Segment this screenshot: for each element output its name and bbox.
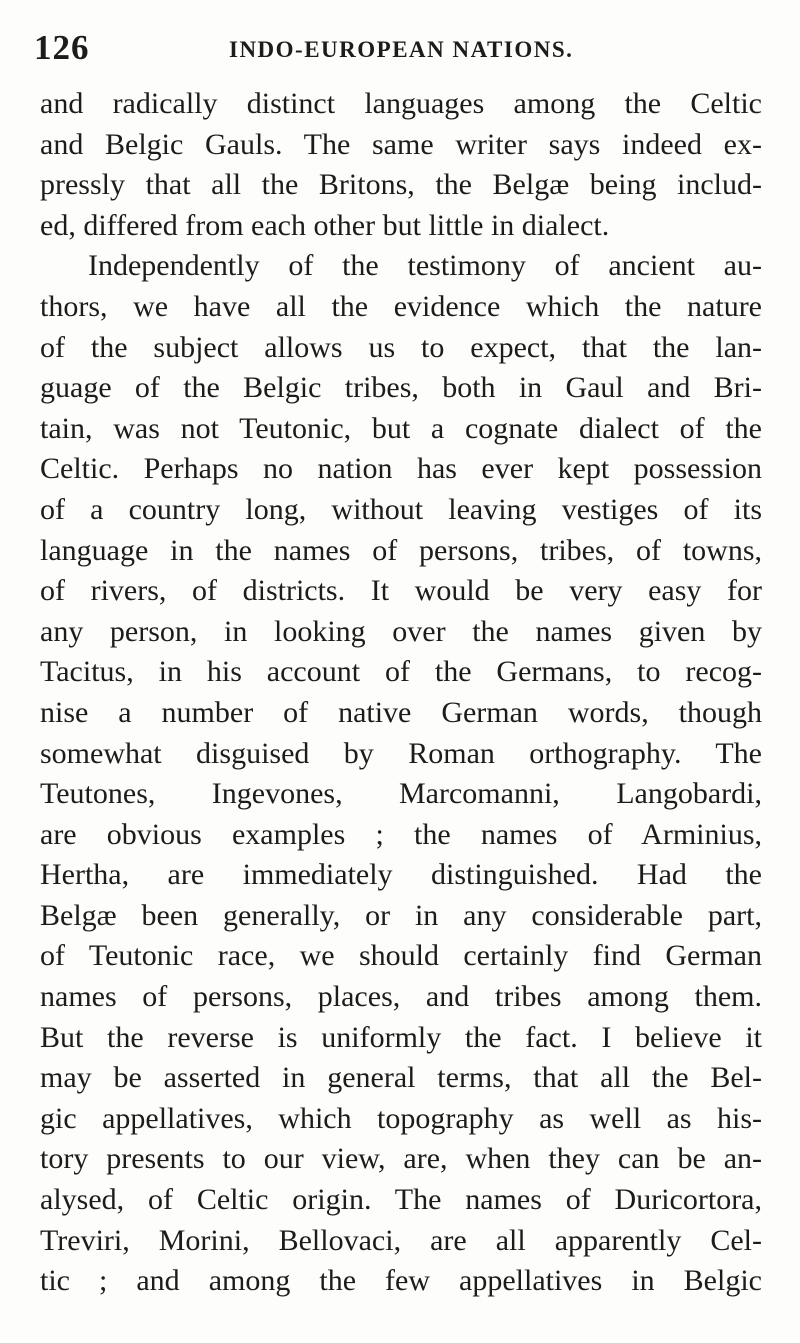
text-line: tory presents to our view, are, when they can be an-: [40, 1142, 762, 1176]
text-line: ed, differed from each other but little in dialect.: [40, 208, 610, 242]
text-line: of the subject allows us to expect, that the lan-: [40, 330, 762, 364]
text-line: But the reverse is uniformly the fact. I believe it: [40, 1020, 762, 1054]
text-line: of Teutonic race, we should certainly find German: [40, 939, 762, 973]
text-line: thors, we have all the evidence which the nature: [40, 289, 762, 323]
text-line: somewhat disguised by Roman orthography. The: [40, 736, 762, 770]
text-line: and Belgic Gauls. The same writer says indeed ex-: [40, 127, 762, 161]
text-line: Independently of the testimony of ancient au-: [88, 249, 762, 283]
text-line: may be asserted in general terms, that all the Bel-: [40, 1061, 762, 1095]
text-line: tain, was not Teutonic, but a cognate dialect of the: [40, 411, 762, 445]
text-line: and radically distinct languages among the Celtic: [40, 87, 762, 120]
text-line: nise a number of native German words, though: [40, 695, 762, 729]
body-text: [40, 84, 762, 1302]
text-line: Teutones, Ingevones, Marcomanni, Langobardi,: [40, 777, 762, 811]
text-line: Celtic. Perhaps no nation has ever kept possession: [40, 452, 762, 486]
text-line: are obvious examples ; the names of Arminius,: [40, 817, 762, 851]
page-number: 126: [34, 28, 90, 67]
text-line: of a country long, without leaving vestiges of its: [40, 492, 762, 526]
text-line: Treviri, Morini, Bellovaci, are all apparently Cel-: [40, 1223, 762, 1257]
text-line: language in the names of persons, tribes, of towns,: [40, 533, 762, 567]
text-line: Hertha, are immediately distinguished. Had the: [40, 858, 762, 892]
text-line: names of persons, places, and tribes among them.: [40, 980, 762, 1014]
running-title: INDO-EUROPEAN NATIONS.: [229, 37, 574, 62]
text-line: alysed, of Celtic origin. The names of Duricortora,: [40, 1183, 762, 1217]
text-line: Tacitus, in his account of the Germans, to recog-: [40, 655, 762, 689]
page-header: [34, 28, 774, 72]
text-line: tic ; and among the few appellatives in Belgic: [40, 1264, 762, 1298]
text-line: any person, in looking over the names given by: [40, 614, 762, 648]
text-line: guage of the Belgic tribes, both in Gaul and Bri-: [40, 371, 762, 405]
text-line: of rivers, of districts. It would be very easy for: [40, 574, 762, 608]
text-line: gic appellatives, which topography as well as his-: [40, 1101, 762, 1135]
text-line: pressly that all the Britons, the Belgæ being includ-: [40, 168, 762, 202]
text-line: Belgæ been generally, or in any considerable part,: [40, 898, 762, 932]
